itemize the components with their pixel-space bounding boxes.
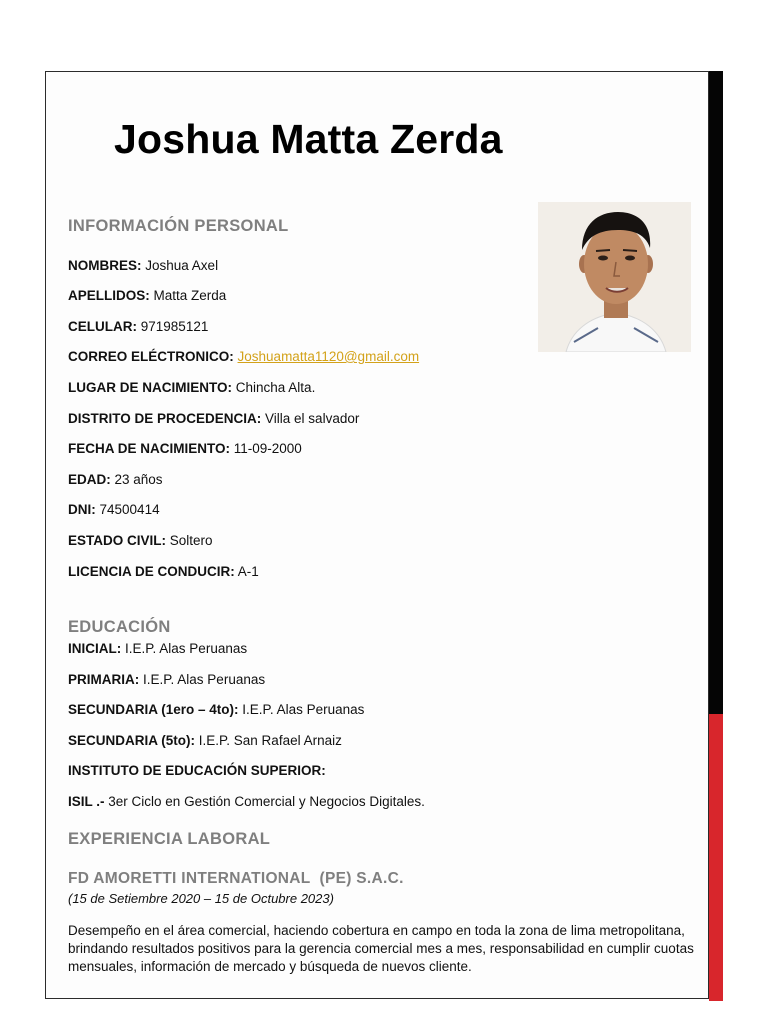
row-estado (68, 533, 213, 548)
section-title-education: EDUCACIÓN (68, 618, 171, 636)
isil-value: 3er Ciclo en Gestión Comercial y Negocios Digitales. (108, 794, 425, 809)
fecha-value: 11-09-2000 (233, 441, 302, 456)
distrito-value: Villa el salvador (265, 411, 360, 426)
instituto-label: INSTITUTO DE EDUCACIÓN SUPERIOR: (68, 763, 326, 778)
row-isil (68, 794, 425, 809)
row-fecha (68, 441, 302, 456)
dni-label: DNI: (68, 502, 96, 517)
secundaria-2-value: I.E.P. San Rafael Arnaiz (198, 733, 342, 748)
row-secundaria-2 (68, 733, 342, 748)
correo-label: CORREO ELÉCTRONICO: (68, 349, 234, 364)
employment-dates: (15 de Setiembre 2020 – 15 de Octubre 2023) (68, 891, 334, 906)
celular-label: CELULAR: (68, 319, 137, 334)
secundaria-1-label: SECUNDARIA (1ero – 4to): (68, 702, 239, 717)
distrito-label: DISTRITO DE PROCEDENCIA: (68, 411, 262, 426)
licencia-label: LICENCIA DE CONDUCIR: (68, 564, 235, 579)
apellidos-value: Matta Zerda (153, 288, 227, 303)
company-name: FD AMORETTI INTERNATIONAL (PE) S.A.C. (68, 870, 404, 887)
row-correo (68, 349, 419, 364)
row-celular (68, 319, 208, 334)
email-link[interactable]: Joshuamatta1120@gmail.com (237, 349, 420, 364)
row-secundaria-1 (68, 702, 364, 717)
estado-value: Soltero (169, 533, 213, 548)
secundaria-2-label: SECUNDARIA (5to): (68, 733, 195, 748)
row-licencia (68, 564, 259, 579)
side-bar-black (709, 71, 723, 714)
edad-value: 23 años (114, 472, 163, 487)
isil-label: ISIL .- (68, 794, 105, 809)
lugar-value: Chincha Alta. (235, 380, 316, 395)
section-title-personal: INFORMACIÓN PERSONAL (68, 217, 289, 235)
apellidos-label: APELLIDOS: (68, 288, 150, 303)
section-title-experience: EXPERIENCIA LABORAL (68, 830, 271, 848)
inicial-value: I.E.P. Alas Peruanas (125, 641, 248, 656)
nombres-label: NOMBRES: (68, 258, 142, 273)
licencia-value: A-1 (237, 564, 259, 579)
primaria-value: I.E.P. Alas Peruanas (143, 672, 266, 687)
inicial-label: INICIAL: (68, 641, 122, 656)
row-nombres (68, 258, 218, 273)
row-apellidos (68, 288, 226, 303)
edad-label: EDAD: (68, 472, 111, 487)
candidate-name: Joshua Matta Zerda (114, 116, 503, 162)
lugar-label: LUGAR DE NACIMIENTO: (68, 380, 232, 395)
dni-value: 74500414 (99, 502, 160, 517)
row-instituto (68, 763, 326, 778)
profile-photo (538, 202, 691, 352)
fecha-label: FECHA DE NACIMIENTO: (68, 441, 230, 456)
row-inicial (68, 641, 247, 656)
row-edad (68, 472, 163, 487)
row-distrito (68, 411, 359, 426)
celular-value: 971985121 (140, 319, 209, 334)
estado-label: ESTADO CIVIL: (68, 533, 167, 548)
secundaria-1-value: I.E.P. Alas Peruanas (242, 702, 365, 717)
side-bar-red (709, 714, 723, 1001)
nombres-value: Joshua Axel (145, 258, 219, 273)
row-lugar (68, 380, 315, 395)
row-primaria (68, 672, 265, 687)
row-dni (68, 502, 160, 517)
job-description: Desempeño en el área comercial, haciendo cobertura en campo en toda la zona de lima metropolitana, brindando resultados positivos para la gerencia comercial mes a mes, responsabilidad en cumplir cuotas mensuales, información de mercado y búsqueda de nuevos cliente. (68, 923, 694, 974)
primaria-label: PRIMARIA: (68, 672, 140, 687)
